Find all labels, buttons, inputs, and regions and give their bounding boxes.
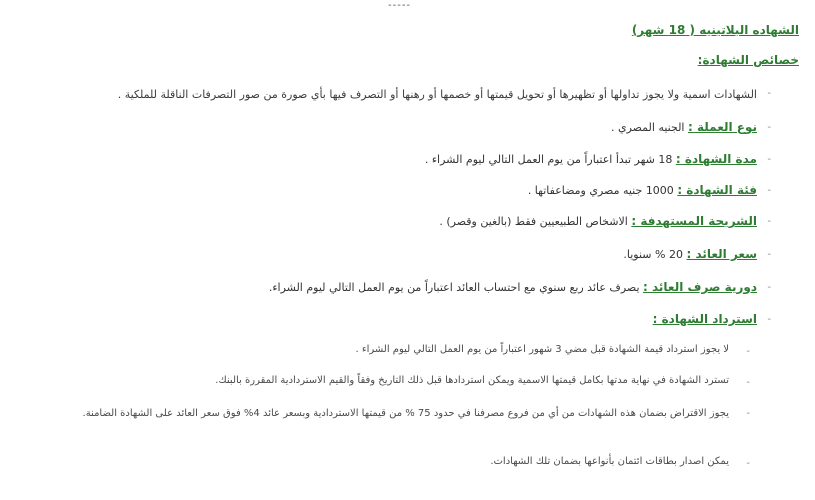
bullet-icon: -: [767, 88, 771, 99]
section-subtitle: خصائص الشهادة:: [697, 53, 799, 67]
item-value: 1000 جنيه مصري ومضاعفاتها .: [527, 184, 674, 197]
bullet-icon: -: [746, 346, 750, 357]
item-label: سعر العائد :: [686, 247, 757, 261]
bullet-icon: -: [746, 408, 750, 419]
heading-label: استرداد الشهادة :: [652, 312, 757, 326]
item-value: يصرف عائد ربع سنوي مع احتساب العائد اعتباراً من يوم العمل التالي ليوم الشراء.: [268, 281, 640, 294]
bullet-icon: -: [746, 458, 750, 469]
bullet-icon: -: [767, 122, 771, 133]
bullet-icon: -: [767, 314, 771, 325]
bullet-icon: -: [767, 216, 771, 227]
item-label: الشريحة المستهدفة :: [631, 214, 757, 228]
list-item: تسترد الشهادة في نهاية مدتها بكامل قيمتها الاسمية ويمكن استردادها قبل ذلك التاريخ وفقاً والقيم الاستردادية المقررة بالبنك.: [215, 375, 729, 386]
list-item: [528, 183, 757, 197]
redemption-heading: [653, 312, 757, 326]
item-label: مدة الشهادة :: [675, 152, 757, 166]
list-item: [623, 247, 757, 261]
list-item: يمكن اصدار بطاقات ائتمان بأنواعها بضمان تلك الشهادات.: [490, 456, 729, 467]
item-label: دورية صرف العائد :: [643, 280, 757, 294]
item-label: نوع العملة :: [688, 120, 757, 134]
list-item: [439, 214, 757, 228]
bullet-icon: -: [746, 377, 750, 388]
page-title: الشهاده البلاتينيه ( 18 شهر): [631, 23, 799, 37]
list-item: [269, 280, 757, 294]
list-item: [425, 152, 757, 166]
bullet-icon: -: [767, 282, 771, 293]
bullet-icon: -: [767, 185, 771, 196]
intro-text: الشهادات اسمية ولا يجوز تداولها أو تظهيرها أو تحويل قيمتها أو خصمها أو رهنها أو التصرف فيها بأي صورة من صور التصرفات الناقلة للملكية .: [117, 88, 757, 101]
separator: -----: [388, 0, 412, 11]
list-item: لا يجوز استرداد قيمة الشهادة قبل مضي 3 شهور اعتباراً من يوم العمل التالي ليوم الشراء .: [355, 344, 729, 355]
item-value: الاشخاص الطبيعيين فقط (بالغين وقصر) .: [439, 215, 628, 228]
bullet-icon: -: [767, 249, 771, 260]
bullet-icon: -: [767, 154, 771, 165]
item-value: 18 شهر تبدأ اعتباراً من يوم العمل التالي ليوم الشراء .: [424, 153, 673, 166]
list-item: [611, 120, 757, 134]
list-item: يجوز الاقتراض بضمان هذه الشهادات من أي من فروع مصرفنا في حدود 75 % من قيمتها الاستردادية وبسعر عائد 4% فوق سعر العائد على الشهادة الضامنة.: [82, 408, 729, 419]
item-label: فئة الشهادة :: [677, 183, 757, 197]
item-value: الجنيه المصري .: [610, 121, 685, 134]
item-value: 20 % سنويا.: [623, 248, 683, 261]
